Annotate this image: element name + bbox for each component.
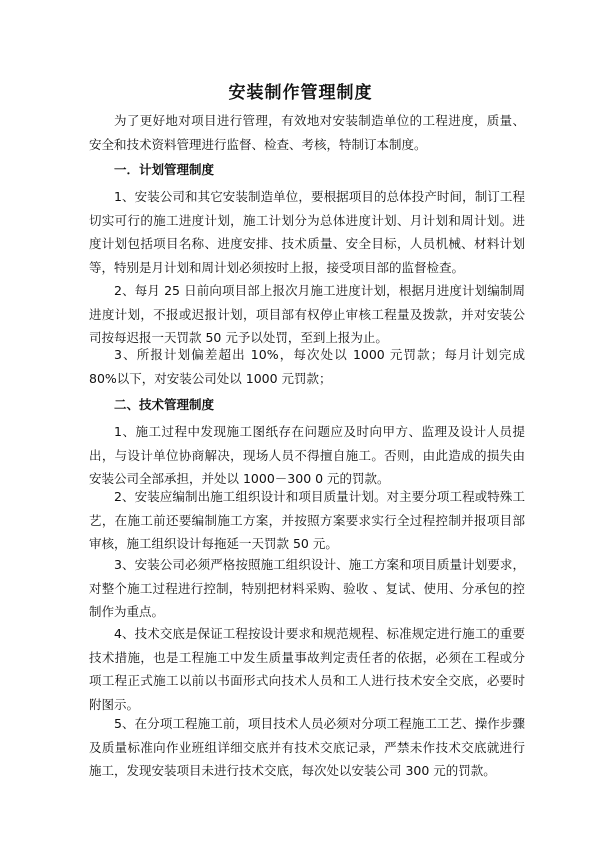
document-title: 安装制作管理制度 bbox=[228, 83, 373, 103]
plan-item-1: 1、安装公司和其它安装制造单位，要根据项目的总体投产时间，制订工程切实可行的施工进度计划，施工计划分为总体进度计划、月计划和周计划。进度计划包括项目名称、进度安排、技术质量、安全目标，人员机械、材料计划等，特别是月计划和周计划必须按时上报，接受项目部的监督检查。 bbox=[89, 189, 525, 275]
tech-item-5: 5、在分项工程施工前，项目技术人员必须对分项工程施工工艺、操作步骤及质量标准向作业班组详细交底并有技术交底记录，严禁未作技术交底就进行施工，发现安装项目未进行技术交底，每次处以安装公司 300 元的罚款。 bbox=[89, 716, 525, 778]
tech-item-1: 1、施工过程中发现施工图纸存在问题应及时向甲方、监理及设计人员提出，与设计单位协商解决，现场人员不得擅自施工。否则，由此造成的损失由安装公司全部承担，并处以 1000－300 0 元的罚款。 bbox=[89, 424, 525, 486]
plan-item-3: 3、所报计划偏差超出 10%，每次处以 1000 元罚款；每月计划完成 80%以下，对安装公司处以 1000 元罚款； bbox=[89, 347, 525, 386]
section-heading-plan: 一．计划管理制度 bbox=[114, 162, 215, 177]
tech-item-4: 4、技术交底是保证工程按设计要求和规范规程、标准规定进行施工的重要技术措施，也是工程施工中发生质量事故判定责任者的依据，必须在工程或分项工程正式施工以前以书面形式向技术人员和工人进行技术安全交底，必要时附图示。 bbox=[89, 626, 525, 712]
section-heading-tech: 二、技术管理制度 bbox=[114, 397, 215, 412]
tech-item-2: 2、安装应编制出施工组织设计和项目质量计划。对主要分项工程或特殊工艺，在施工前还要编制施工方案，并按照方案要求实行全过程控制并报项目部审核，施工组织设计每拖延一天罚款 50 元。 bbox=[89, 489, 525, 551]
intro-paragraph: 为了更好地对项目进行管理，有效地对安装制造单位的工程进度，质量、安全和技术资料管理进行监督、检查、考核，特制订本制度。 bbox=[89, 113, 525, 152]
tech-item-3: 3、安装公司必须严格按照施工组织设计、施工方案和项目质量计划要求，对整个施工过程进行控制，特别把材料采购、验收 、复试、使用、分承包的控制作为重点。 bbox=[89, 557, 525, 619]
plan-item-2: 2、每月 25 日前向项目部上报次月施工进度计划，根据月进度计划编制周进度计划，不报或迟报计划，项目部有权停止审核工程量及拨款，并对安装公司按每迟报一天罚款 50 元予以处罚，至到上报为止。 bbox=[89, 283, 525, 345]
